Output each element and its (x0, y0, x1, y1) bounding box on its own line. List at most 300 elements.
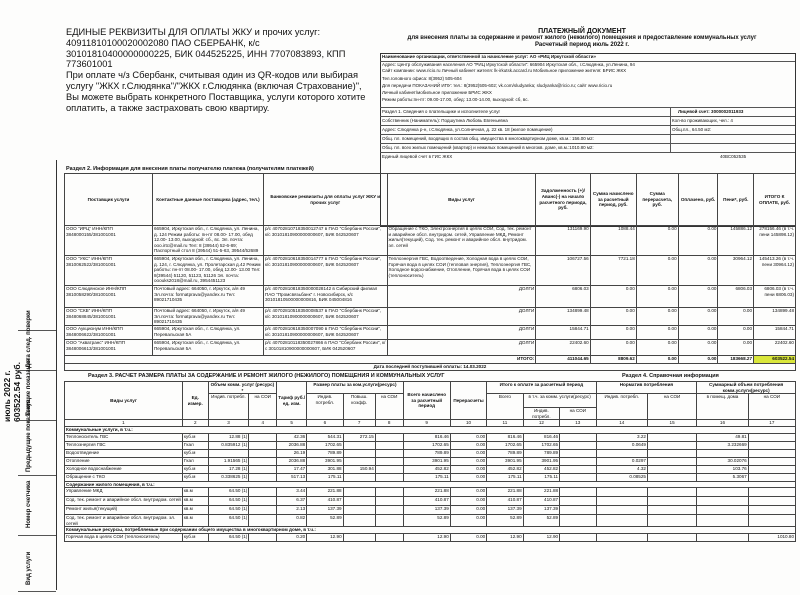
calc-cell-a_ind: 789.89 (307, 449, 343, 457)
calc-cell-tariff: 6.37 (277, 497, 307, 506)
calc-cell-name: Горячая вода в целях СОИ (теплоноситель) (65, 533, 183, 541)
calc-cell-unit: Гкал (182, 441, 208, 449)
calc-cell-norm_soi (647, 473, 696, 481)
intro-line: оплатить, а также застраховать свою квартиру. (66, 102, 270, 113)
owner: Собственник (Наниматель): Подшутина Любовь Евгеньевна (382, 118, 508, 123)
org-address: Адрес: Центр обслуживания населения АО "РИЦ Иркутской области": 665904 Иркутская обл., г.Слюдянка, ул.Ленина, 94 (382, 62, 635, 67)
group-header: Содержание жилого помещения, в т.ч.: (65, 481, 796, 488)
calc-cell-pay_soi (560, 449, 596, 457)
calc-cell-a_soi (375, 497, 403, 506)
calc-cell-coef (343, 515, 375, 527)
supplier-cell-accrued: 0.00 (590, 286, 636, 308)
suppliers-table (64, 173, 796, 371)
calc-cell-unit: куб.м (182, 533, 208, 541)
section-4-title: Раздел 4. Справочная информация (622, 373, 719, 379)
calc-cell-pay_ind: 3901.95 (523, 457, 559, 465)
supplier-cell-bank: р/с 40702810118350027866 в ПАО "Сбербанк России", к/с 30101810900000000607, БИК 042520607 (263, 340, 387, 356)
calc-cell-norm_soi (647, 515, 696, 527)
supplier-cell-debt: 15844.71 (536, 326, 590, 340)
header-cell: Поставщик услуги (65, 174, 153, 226)
calc-row (65, 515, 796, 527)
supplier-cell-debt: 6806.03 (536, 286, 590, 308)
calc-cell-a_ind: 12.90 (307, 533, 343, 541)
header-cell: Контактные данные поставщика (адрес, тел.) (152, 174, 263, 226)
supplier-cell-supplier: ООО Слюдянское ИНН/КПП 3810058290/381001001 (65, 286, 153, 308)
calc-cell-coef (343, 441, 375, 449)
supplier-cell-supplier: ООО "УКС" ИНН/КПП 3810062522/381001001 (65, 256, 153, 286)
calc-cell-unit: куб.м (182, 465, 208, 473)
calc-cell-soi (249, 433, 277, 441)
calc-cell-sum_soi (748, 449, 795, 457)
strip-period: июль 2022 г. (2, 370, 12, 422)
calc-cell-a_soi (375, 441, 403, 449)
strip-label-date: Дата след. поверки (26, 310, 32, 368)
supplier-cell-accrued: 0.00 (590, 326, 636, 340)
calc-cell-tariff: 0.20 (277, 533, 307, 541)
calc-cell-sum_ind (697, 449, 748, 457)
calc-cell-tariff: 2036.88 (277, 441, 307, 449)
calc-cell-ind: 1.91565 (1) (208, 457, 249, 465)
calc-row (65, 449, 796, 457)
calc-cell-sum: 175.11 (487, 473, 523, 481)
calc-cell-tariff: 2036.88 (277, 457, 307, 465)
calc-cell-name: Водоотведение (65, 449, 183, 457)
calc-cell-norm_soi (647, 449, 696, 457)
supplier-cell-accrued: 7721.18 (590, 256, 636, 286)
calc-cell-name: Ремонт жилья(текущий) (65, 506, 183, 515)
intro-line: ЕДИНЫЕ РЕКВИЗИТЫ ДЛЯ ОПЛАТЫ ЖКУ и прочих услуг: (66, 27, 321, 37)
calc-cell-norm_soi (647, 506, 696, 515)
doc-period: Расчетный период июль 2022 г. (534, 42, 629, 48)
payment-details-notice (66, 27, 366, 113)
supplier-cell-bank: р/с 40702810718350012747 в ПАО "Сбербанк России", к/с 30101810900000000607, БИК 042520607 (263, 226, 387, 256)
calc-cell-a_ind: 52.89 (307, 515, 343, 527)
calc-cell-coef (343, 497, 375, 506)
calc-cell-norm_ind (596, 506, 647, 515)
gis-label: Единый лицевой счет в ГИС ЖКХ (382, 154, 453, 159)
col-total: Всего (487, 394, 523, 420)
calc-cell-sum_ind (697, 515, 748, 527)
calc-cell-sum: 1702.65 (487, 441, 523, 449)
calc-cell-a_soi (375, 473, 403, 481)
calc-cell-sum_ind: 30.02076 (697, 457, 748, 465)
column-number: 5 (277, 420, 307, 427)
col-pay-sub: в т.ч. за комм. услуги(ресурс) (523, 394, 596, 408)
calc-cell-sum_soi (748, 441, 795, 449)
supplier-cell-debt: 106727.56 (536, 256, 590, 286)
total-cell: 183668.27 (718, 356, 754, 364)
calc-cell-ind: 12.88 (1) (208, 433, 249, 441)
calc-cell-sum_ind (697, 533, 748, 541)
header-cell: Задолженность (+)/Аванс(-) на начало расчетного периода, руб. (536, 174, 590, 226)
supplier-cell-recalc: 0.00 (636, 340, 678, 356)
calc-cell-norm_soi (647, 465, 696, 473)
calc-cell-recalc: 0.00 (450, 488, 486, 497)
calc-cell-unit: куб.м (182, 473, 208, 481)
calc-cell-recalc: 0.00 (450, 497, 486, 506)
calc-cell-soi (249, 497, 277, 506)
supplier-cell-contact: 665904, Иркутская обл., г. Слюдянка, ул. Ленина, д. 124, г. Слюдянка, ул. Пролетарская д.42 Режим работы: пн-пт 08.00- 17.00, обед 12.00- 13.00 Тел: 8(39544) 51120, 51123, 51126 Эл. почта: ooouks2018@mail.ru, 3954451123 (152, 256, 263, 286)
calc-cell-norm_ind: 3.22 (596, 433, 647, 441)
calc-cell-a_soi (375, 433, 403, 441)
col-pay-soi: на СОИ (560, 408, 596, 420)
supplier-cell-contact: 665904, Иркутская обл., г. Слюдянка, ул. Перевальская 5А (152, 326, 263, 340)
supplier-cell-paid: 0.00 (678, 286, 718, 308)
supplier-cell-accrued: 1088.44 (590, 226, 636, 256)
supplier-cell-bank: р/с 40702810618350014777 в ПАО "Сбербанк России", к/с 30101810900000000607, БИК 042520607 (263, 256, 387, 286)
calc-cell-sum_soi (748, 473, 795, 481)
col-norm-soi: на СОИ (647, 394, 696, 420)
mobile-app: Личный кабинет/мобильное приложение БРИС ЖКХ (382, 90, 492, 95)
calc-cell-unit: кв.м (182, 488, 208, 497)
calc-cell-unit: куб.м (182, 433, 208, 441)
calc-cell-pay_ind: 175.11 (523, 473, 559, 481)
calc-cell-coef (343, 449, 375, 457)
calc-cell-ind: 64.50 (1) (208, 515, 249, 527)
supplier-cell-contact: 665904, Иркутская обл., г. Слюдянка, ул. Ленина, д. 124 Режим работы: пн-пт 08.00- 17.00, обед 12.00- 13.00, выходной: сб., вс. Эл. почта: ooo.irtc@mail.ru Тел: 8 (39544) 52-6-89; Паспортный стол 8 (39544) 51-5-63, 39544/52689 (152, 226, 263, 256)
calc-cell-tariff: 3.44 (277, 488, 307, 497)
total-cell: 603522.54 (754, 356, 796, 364)
supplier-row (65, 286, 796, 308)
group-header: Коммунальные услуги, в т.ч.: (65, 426, 796, 433)
column-number: 11 (487, 420, 523, 427)
calc-cell-recalc: 0.00 (450, 465, 486, 473)
calc-cell-norm_ind (596, 488, 647, 497)
calc-cell-name: Сод. тек. ремонт и аварийное обсл. внутридом. сетей (65, 497, 183, 506)
intro-line: Вы можете выбрать конкретного Поставщика, услуги которого хотите (66, 91, 366, 102)
calc-cell-pay_ind: 221.88 (523, 488, 559, 497)
doc-title: ПЛАТЕЖНЫЙ ДОКУМЕНТ (538, 28, 626, 35)
calc-cell-coef (343, 506, 375, 515)
calc-cell-total: 816.46 (403, 433, 450, 441)
supplier-cell-fine: 0.00 (718, 308, 754, 326)
calc-cell-sum_soi (748, 488, 795, 497)
calc-cell-sum: 816.46 (487, 433, 523, 441)
supplier-cell-services: Теплоэнергия ГВС, Водоотведение, Холодная вода в целях СОИ, Горячая вода в целях СОИ (тепловая энергия), Теплоэнергия ГВС, Холодное водоснабжение, Отопление, Горячая вода в целях СОИ (теплоноситель) (387, 256, 536, 286)
calc-cell-sum_ind: 5.3067 (697, 473, 748, 481)
calc-cell-total: 137.39 (403, 506, 450, 515)
calc-cell-total: 3901.95 (403, 457, 450, 465)
section-3-title: Раздел 3. РАСЧЕТ РАЗМЕРА ПЛАТЫ ЗА СОДЕРЖАНИЕ И РЕМОНТ ЖИЛОГО (НЕЖИЛОГО) ПОМЕЩЕНИЯ И КОММУНАЛЬНЫХ УСЛУГ (88, 373, 445, 379)
calc-cell-a_soi (375, 457, 403, 465)
column-number: 6 (307, 420, 343, 427)
supplier-cell-contact: Почтовый адрес: 664050, г. Иркутск, а/я 49 Эл.почта: formatprava@yandex.ru Тел: 89021710435 (152, 286, 263, 308)
calc-cell-recalc: 0.00 (450, 433, 486, 441)
calc-cell-sum_soi (748, 457, 795, 465)
calc-cell-unit: кв.м (182, 506, 208, 515)
calc-cell-norm_ind: 0.08525 (596, 473, 647, 481)
calc-cell-a_ind: 221.88 (307, 488, 343, 497)
calc-cell-pay_soi (560, 473, 596, 481)
supplier-cell-services: ДОЛГИ (387, 286, 536, 308)
calc-cell-total: 452.82 (403, 465, 450, 473)
property-area: Общ.пл., 64.50 м2: (672, 127, 712, 132)
col-norm: Норматив потребления (596, 382, 697, 394)
calc-cell-a_ind: 137.39 (307, 506, 343, 515)
supplier-cell-supplier: ООО "СКБ" ИНН/КПП 3848068845/381001001 (65, 308, 153, 326)
calc-cell-sum_soi (748, 506, 795, 515)
supplier-cell-bank: р/с 40702810618350007090 в ПАО "Сбербанк России", к/с 30101810900000000607, БИК 042520607 (263, 326, 387, 340)
calc-cell-total: 410.87 (403, 497, 450, 506)
col-soi: на СОИ (249, 394, 277, 420)
calc-cell-ind: 0.338625 (1) (208, 473, 249, 481)
col-amount: Размер платы за ком.услуги(ресурс) (307, 382, 403, 394)
calc-cell-a_ind: 3901.95 (307, 457, 343, 465)
calc-cell-tariff: 42.36 (277, 433, 307, 441)
calc-cell-name: Теплоэнергия ГВС (65, 441, 183, 449)
calc-cell-total: 789.89 (403, 449, 450, 457)
calc-cell-a_soi (375, 533, 403, 541)
calc-cell-sum_ind: 103.76 (697, 465, 748, 473)
calc-cell-tariff: 0.82 (277, 515, 307, 527)
supplier-cell-total: 15844.71 (754, 326, 796, 340)
gis-code: 40ВС052535 (720, 154, 747, 159)
calc-row (65, 465, 796, 473)
calc-cell-sum: 3901.95 (487, 457, 523, 465)
supplier-cell-total: 134899.48 (754, 308, 796, 326)
calc-cell-name: Холодное водоснабжение (65, 465, 183, 473)
column-number: 9 (403, 420, 450, 427)
supplier-cell-paid: 0.00 (678, 340, 718, 356)
calc-cell-pay_ind: 789.89 (523, 449, 559, 457)
calc-cell-norm_soi (647, 433, 696, 441)
intro-line: 773601001 (66, 59, 113, 70)
calc-cell-sum_ind (697, 506, 748, 515)
supplier-cell-paid: 0.00 (678, 226, 718, 256)
calc-cell-a_soi (375, 488, 403, 497)
calculation-table (64, 381, 796, 542)
column-number: 12 (523, 420, 559, 427)
col-coef: Повыш. коэфф. (343, 394, 375, 420)
supplier-cell-services: Обращение с ТКО, Электроэнергия в целях СОИ, Сод. тек. ремонт и аварийное обсл. внутридом. сетей, Управление МКД, Ремонт жилья(текущий), Сод. тек. ремонт и аварийное обсл. внутридом. эл. сетей (387, 226, 536, 256)
total-cell: 411044.65 (536, 356, 590, 364)
calc-row (65, 533, 796, 541)
calc-cell-norm_soi (647, 457, 696, 465)
supplier-cell-debt: 22402.60 (536, 340, 590, 356)
calc-cell-coef (343, 473, 375, 481)
calc-cell-sum_soi: 1010.80 (748, 533, 795, 541)
calc-cell-pay_ind: 452.82 (523, 465, 559, 473)
calc-cell-name: Управление МКД (65, 488, 183, 497)
supplier-cell-contact: 665904, Иркутская обл., г. Слюдянка, ул. Перевальская 5А (152, 340, 263, 356)
supplier-cell-recalc: 0.00 (636, 226, 678, 256)
calc-cell-a_ind: 544.31 (307, 433, 343, 441)
work-hours: Режим работы:пн-пт: 09.00-17.00, обед: 13.00-14.00, выходной: сб, вс. (382, 97, 529, 102)
supplier-cell-debt: 134899.48 (536, 308, 590, 326)
col-soi2: на СОИ (375, 394, 403, 420)
section-1-title: Раздел 1. Сведения о плательщике и исполнителе услуг (382, 109, 501, 114)
calc-cell-norm_ind (596, 515, 647, 527)
calc-row (65, 457, 796, 465)
property-address: Адрес: Слюдянка р-н, г.Слюдянка, ул.Солнечная, д. 22 кв. 18 (жилое помещение) (382, 127, 553, 132)
strip-amount: 603522.54 руб. (12, 362, 22, 422)
calc-cell-ind: 64.50 (1) (208, 488, 249, 497)
calc-cell-recalc: 0.00 (450, 457, 486, 465)
supplier-cell-debt: 131169.90 (536, 226, 590, 256)
calc-cell-coef (343, 457, 375, 465)
calc-cell-soi (249, 449, 277, 457)
supplier-cell-total: 145413.26 (в т.ч. пени 30964.12) (754, 256, 796, 286)
col-service: Виды услуг (65, 382, 183, 420)
total-cell: 0.00 (636, 356, 678, 364)
col-norm-ind: Индив. потребл. (596, 394, 647, 420)
calc-cell-sum_ind (697, 497, 748, 506)
calc-cell-tariff: 17.47 (277, 465, 307, 473)
calc-cell-tariff: 2.13 (277, 506, 307, 515)
calc-cell-soi (249, 515, 277, 527)
col-sum: Суммарный объем потребления комм.услуги(ресурс) (697, 382, 796, 394)
calc-cell-name: Обращение с ТКО (65, 473, 183, 481)
supplier-cell-fine: 0.00 (718, 340, 754, 356)
calc-row (65, 497, 796, 506)
column-number: 2 (182, 420, 208, 427)
calc-cell-norm_ind: 4.32 (596, 465, 647, 473)
calc-cell-pay_ind: 410.87 (523, 497, 559, 506)
left-strip (0, 160, 62, 590)
calc-row (65, 433, 796, 441)
calc-cell-ind: 0.835912 (1) (208, 441, 249, 449)
supplier-cell-bank: р/с 40702810818350000028142 в Сибирский филиал ПАО "Промсвязьбанк" г. Новосибирск, к/с 30101810500000000816, БИК 045004816 (263, 286, 387, 308)
header-cell: ИТОГО К ОПЛАТЕ, руб. (754, 174, 796, 226)
calc-cell-coef (343, 533, 375, 541)
calc-cell-norm_soi (647, 497, 696, 506)
calc-cell-a_soi (375, 506, 403, 515)
calc-cell-total: 52.89 (403, 515, 450, 527)
calc-cell-name: Сод. тек. ремонт и аварийное обсл. внутридом. эл. сетей (65, 515, 183, 527)
calc-cell-pay_soi (560, 441, 596, 449)
supplier-cell-paid: 0.00 (678, 256, 718, 286)
supplier-cell-accrued: 0.00 (590, 340, 636, 356)
calc-cell-soi (249, 506, 277, 515)
supplier-cell-fine: 6806.03 (718, 286, 754, 308)
calc-cell-pay_ind: 137.39 (523, 506, 559, 515)
supplier-cell-fine: 145886.12 (718, 226, 754, 256)
calc-cell-a_ind: 301.88 (307, 465, 343, 473)
calc-cell-ind: 64.50 (1) (208, 506, 249, 515)
col-sum-room: в помещ. дома (697, 394, 748, 420)
header-cell: Банковские реквизиты для оплаты услуг ЖКУ и прочих услуг (263, 174, 387, 226)
calc-cell-sum_soi (748, 433, 795, 441)
column-number: 15 (647, 420, 696, 427)
column-number: 10 (450, 420, 486, 427)
calc-cell-pay_soi (560, 457, 596, 465)
account-number: Лицевой счет: 3000002011933 (678, 109, 744, 114)
supplier-cell-contact: Почтовый адрес: 664050, г. Иркутск, а/я 49 Эл.почта: formatprava@yandex.ru Тел: 89021710435 (152, 308, 263, 326)
calc-cell-soi (249, 473, 277, 481)
document-title (372, 28, 792, 49)
calc-row (65, 506, 796, 515)
calc-cell-pay_ind: 52.89 (523, 515, 559, 527)
group-header: Коммунальные ресурсы, потребляемые при содержании общего имущества в многоквартирном доме, в т.ч.: (65, 527, 796, 534)
col-unit: Ед. измер. (182, 382, 208, 420)
calc-row (65, 473, 796, 481)
calc-cell-recalc: 0.00 (450, 441, 486, 449)
col-ind2: Индив. потребл. (307, 394, 343, 420)
supplier-cell-supplier: ООО "Акватранс" ИНН/КПП 3848006613/381001001 (65, 340, 153, 356)
col-volume: Объем комм. услуг (ресурс) * (208, 382, 277, 394)
supplier-cell-supplier: ООО "ИРЦ" ИНН/КПП 3848000155/381001001 (65, 226, 153, 256)
calc-cell-sum_ind: 3.232669 (697, 441, 748, 449)
calc-cell-unit: кв.м (182, 515, 208, 527)
strip-label-meter: Номер счетчика (26, 480, 32, 528)
calc-cell-coef: 272.15 (343, 433, 375, 441)
calc-cell-norm_ind: 0.0649 (596, 441, 647, 449)
column-number: 13 (560, 420, 596, 427)
calc-cell-pay_soi (560, 465, 596, 473)
calc-cell-recalc: 0.00 (450, 449, 486, 457)
header-cell: Виды услуг (387, 174, 536, 226)
column-number: 8 (375, 420, 403, 427)
header-cell: Сумма перерасчета, руб. (636, 174, 678, 226)
meter-contacts: Для передачи ПОКАЗАНИЙ ИПУ: тел.: 8(3952)505-602; vk.com/sludyanka; sludyanka@ricio.ru; сайт www.ricio.ru (382, 83, 613, 88)
header-cell: Пени*, руб. (718, 174, 754, 226)
calc-cell-norm_soi (647, 533, 696, 541)
calc-cell-soi (249, 488, 277, 497)
supplier-cell-supplier: ООО Аукционум ИНН/КПП 3848006622/381001001 (65, 326, 153, 340)
calc-cell-tariff: 26.19 (277, 449, 307, 457)
calc-cell-a_ind: 410.87 (307, 497, 343, 506)
supplier-cell-recalc: 0.00 (636, 326, 678, 340)
calc-cell-soi (249, 441, 277, 449)
calc-cell-ind: 17.28 (1) (208, 465, 249, 473)
last-payment-date: Дата последней поступившей оплаты: 14.03.2022 (65, 364, 796, 371)
column-number: 1 (65, 420, 183, 427)
calc-cell-norm_ind: 0.0297 (596, 457, 647, 465)
supplier-cell-services: ДОЛГИ (387, 326, 536, 340)
supplier-cell-recalc: 0.00 (636, 256, 678, 286)
common-area: Общ. пл. помещений, входящих в состав общ. имущества в многоквартирном доме, кв.м.: 156.00 м2: (382, 136, 594, 141)
calc-cell-sum_ind: 49.81 (697, 433, 748, 441)
calc-cell-pay_soi (560, 515, 596, 527)
col-ind: Индив. потребл. (208, 394, 249, 420)
intro-line: 40911810100020002080 ПАО СБЕРБАНК, к/с (66, 37, 260, 48)
col-pay-ind: Индив. потребл. (523, 408, 559, 420)
calc-cell-sum_soi (748, 497, 795, 506)
calc-cell-soi (249, 465, 277, 473)
supplier-cell-fine: 30964.12 (718, 256, 754, 286)
col-tariff: Тариф руб./ед. изм. (277, 382, 307, 420)
suppliers-header-row (65, 174, 796, 226)
calc-row (65, 441, 796, 449)
org-phone: Тел.головного офиса: 8(3952) 505-604 (382, 76, 462, 81)
calc-cell-sum_soi (748, 515, 795, 527)
supplier-cell-paid: 0.00 (678, 308, 718, 326)
column-number: 3 (208, 420, 249, 427)
calc-cell-a_soi (375, 515, 403, 527)
supplier-cell-total: 6806.03 (в т.ч. пени 6806.03) (754, 286, 796, 308)
strip-label-service: Вид услуги (26, 551, 32, 585)
calc-cell-a_soi (375, 449, 403, 457)
intro-line: При оплате ч/з Сбербанк, считывая один из QR-кодов или выбирая (66, 70, 359, 81)
calc-cell-ind: 64.50 (1) (208, 533, 249, 541)
calc-cell-total: 12.90 (403, 533, 450, 541)
calc-cell-sum: 52.89 (487, 515, 523, 527)
supplier-row (65, 340, 796, 356)
calc-cell-name: Теплоноситель ГВС (65, 433, 183, 441)
strip-label-current: Текущие показания (26, 358, 32, 416)
calc-cell-norm_ind (596, 533, 647, 541)
calc-cell-sum: 137.39 (487, 506, 523, 515)
calc-cell-unit: Гкал (182, 457, 208, 465)
calc-cell-sum: 221.88 (487, 488, 523, 497)
col-total-accrued: Всего начислено за расчетный период (403, 382, 450, 420)
column-number: 16 (697, 420, 748, 427)
calc-cell-pay_ind: 12.90 (523, 533, 559, 541)
intro-line: услугу "ЖКХ г.Слюдянка"/"ЖКХ г.Слюдянка (включая Страхование)", (66, 80, 362, 91)
calc-cell-norm_ind (596, 449, 647, 457)
supplier-cell-fine: 0.00 (718, 326, 754, 340)
calc-cell-sum_soi (748, 465, 795, 473)
